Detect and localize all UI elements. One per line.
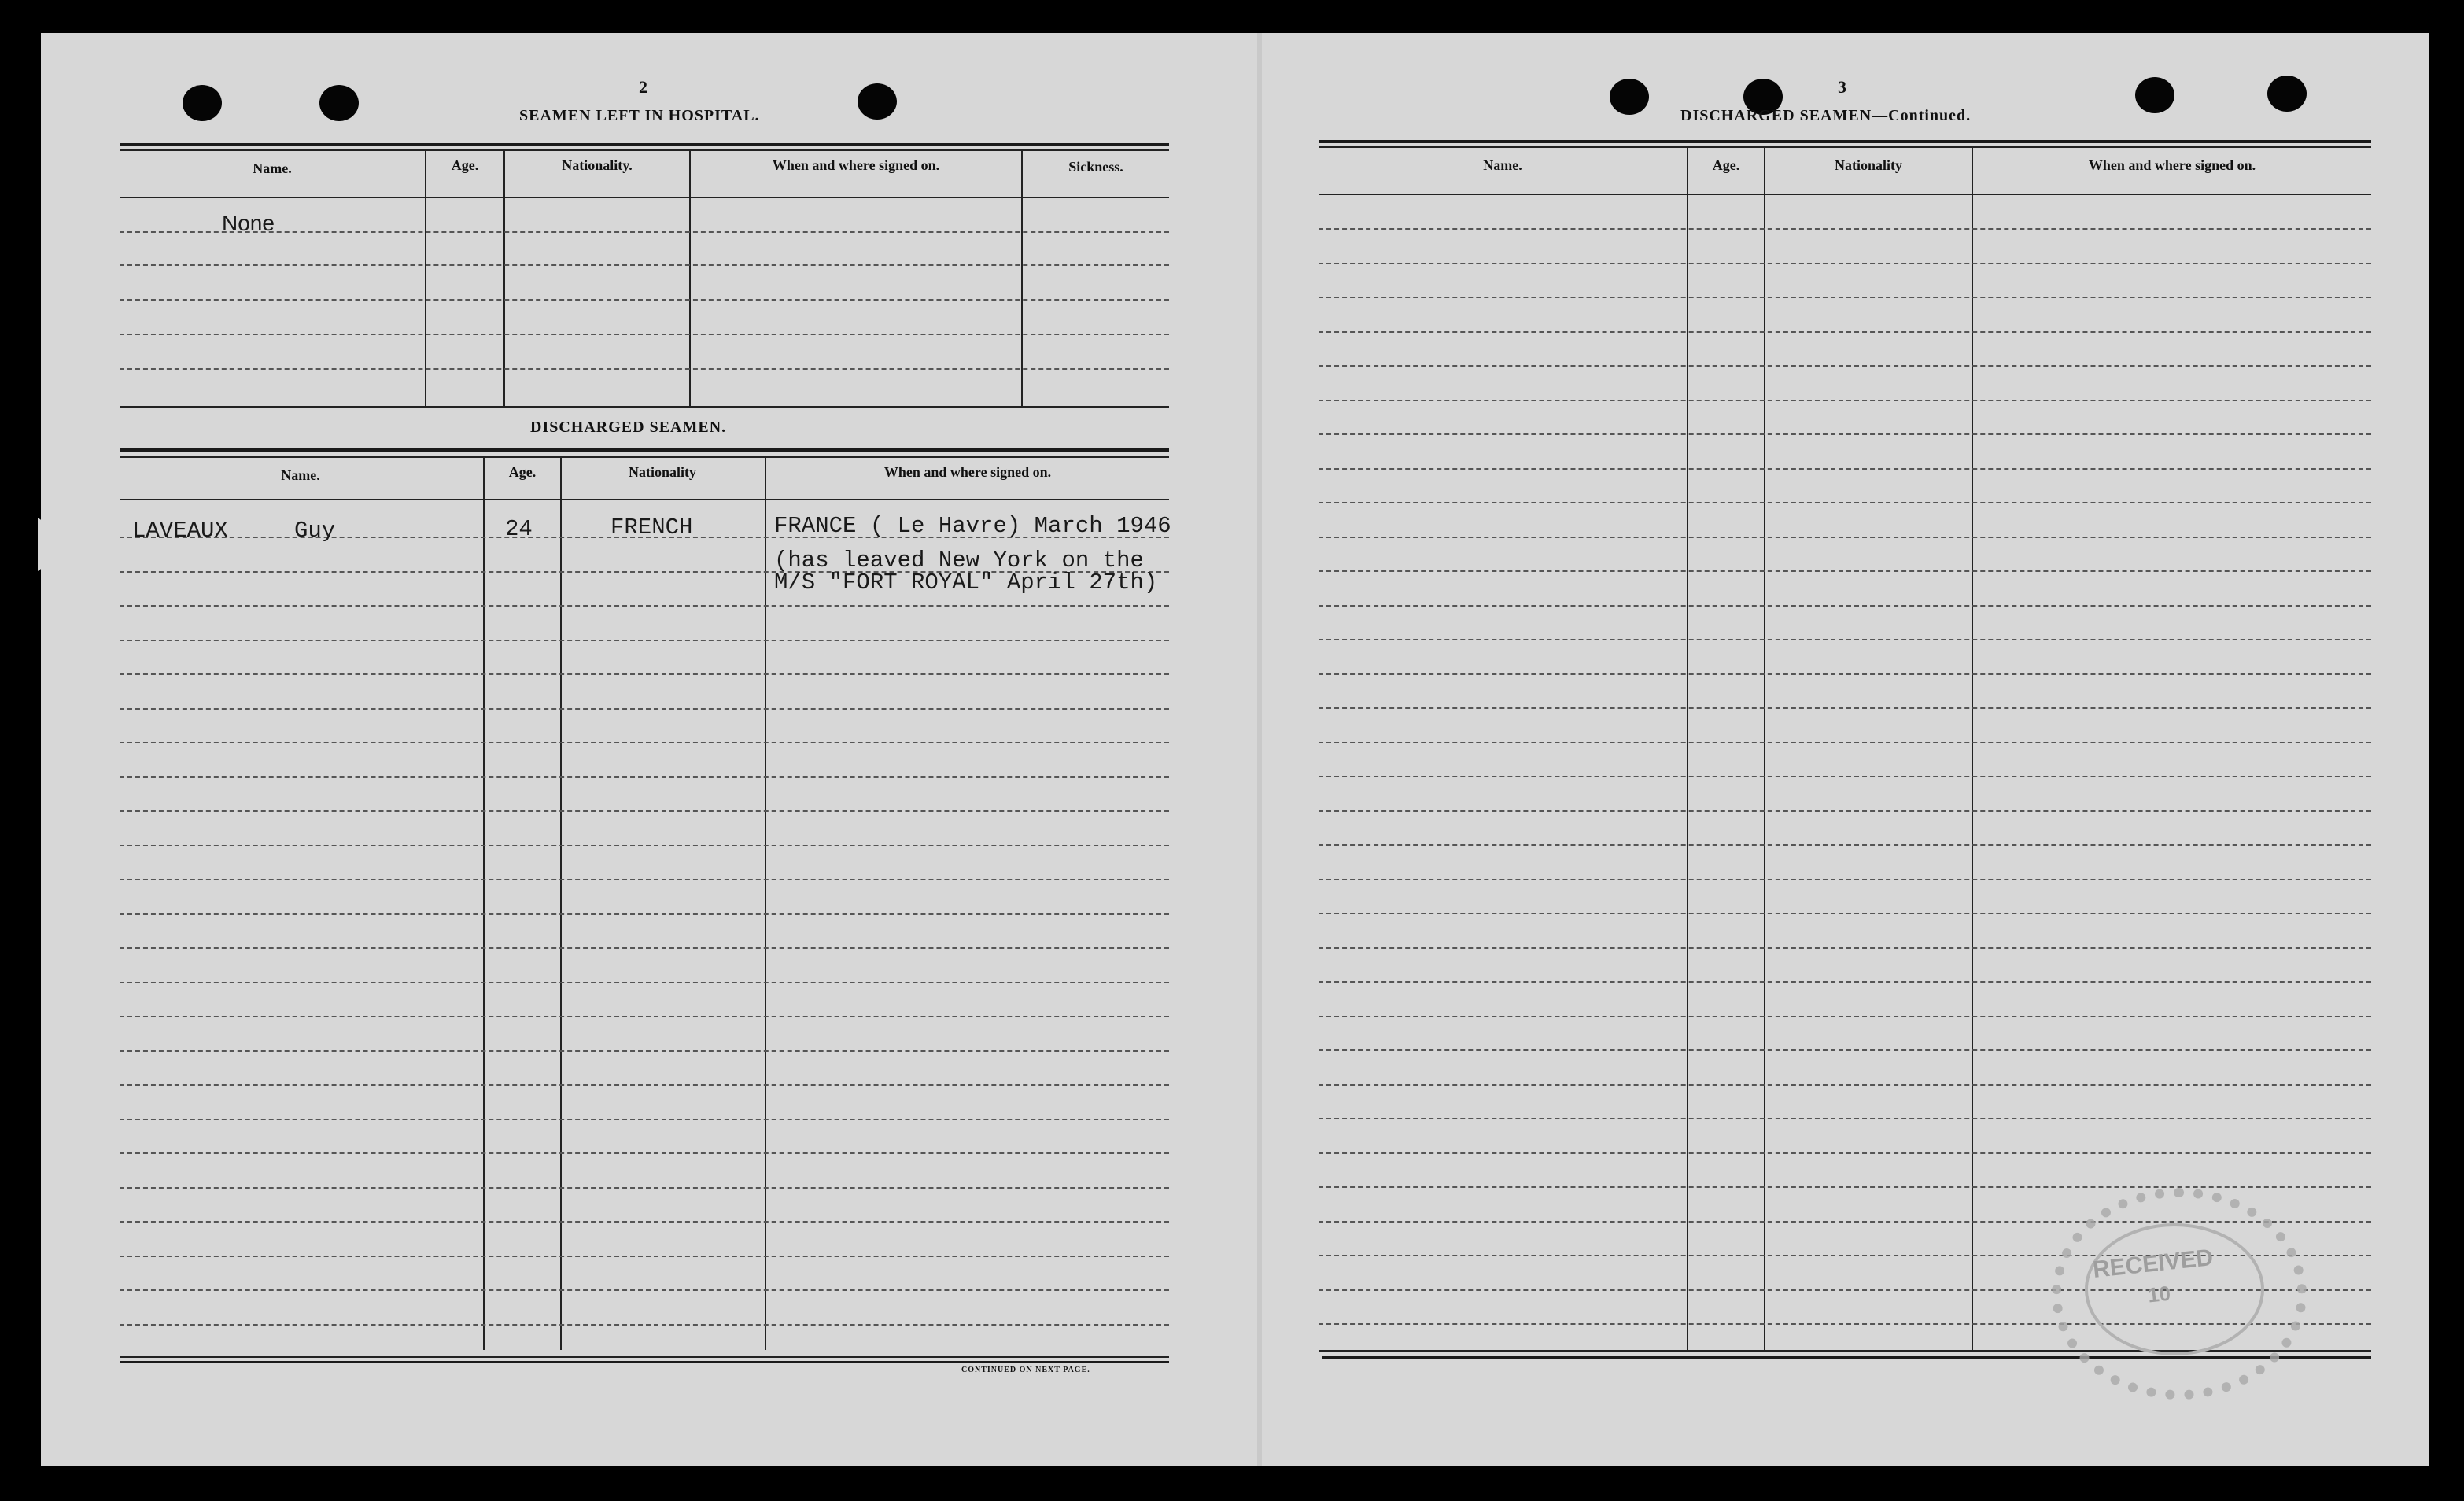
right-section-title: DISCHARGED SEAMEN—Continued. (1680, 107, 1972, 124)
column-divider (1764, 146, 1765, 1350)
punch-hole (2135, 77, 2174, 113)
ruled-line (120, 1221, 1169, 1223)
right-header-signed-on: When and where signed on. (2088, 157, 2256, 173)
paper-tab (38, 518, 76, 571)
ruled-line (1319, 981, 2371, 983)
ruled-line (1319, 879, 2371, 880)
rule (120, 456, 1169, 458)
punch-hole (858, 83, 897, 120)
ruled-line (1319, 1186, 2371, 1188)
rule (120, 1361, 1169, 1363)
ruled-line (120, 640, 1169, 641)
ruled-line (120, 845, 1169, 846)
hospital-header-nationality: Nationality. (562, 157, 633, 173)
ruled-line (1319, 639, 2371, 640)
rule (1319, 194, 2371, 195)
hospital-header-name: Name. (253, 160, 292, 176)
continued-footer: CONTINUED ON NEXT PAGE. (961, 1366, 1090, 1374)
hospital-header-age: Age. (451, 157, 479, 173)
ruled-line (120, 1289, 1169, 1291)
ruled-line (1319, 331, 2371, 333)
ruled-line (120, 879, 1169, 880)
ruled-line (120, 1050, 1169, 1052)
ruled-line (1319, 810, 2371, 812)
entry-surname: LAVEAUX (132, 518, 228, 544)
rule (120, 499, 1169, 500)
column-divider (1972, 146, 1973, 1350)
entry-nationality: FRENCH (610, 514, 693, 540)
rule (120, 197, 1169, 198)
ruled-line (120, 231, 1169, 233)
stamp-number: 10 (2146, 1281, 2172, 1307)
punch-hole (1610, 79, 1649, 115)
ruled-line (1319, 1084, 2371, 1086)
ruled-line (120, 742, 1169, 743)
ruled-line (120, 913, 1169, 915)
ruled-line (1319, 605, 2371, 607)
rule (120, 406, 1169, 408)
ruled-line (120, 776, 1169, 778)
discharged-header-name: Name. (281, 467, 320, 483)
ruled-line (120, 1084, 1169, 1086)
ruled-line (1319, 365, 2371, 367)
ruled-line (120, 299, 1169, 301)
ruled-line (120, 368, 1169, 370)
page-number: 3 (1838, 77, 1846, 97)
ruled-line (120, 1256, 1169, 1257)
punch-hole (319, 85, 359, 121)
hospital-header-sickness: Sickness. (1068, 159, 1123, 175)
ruled-line (1319, 707, 2371, 709)
entry-signed-on-line-2: (has leaved New York on the (774, 548, 1144, 573)
ruled-line (1319, 570, 2371, 572)
ruled-line (1319, 673, 2371, 675)
ruled-line (1319, 913, 2371, 914)
column-divider (560, 456, 562, 1350)
ruled-line (120, 1152, 1169, 1154)
ruled-line (1319, 1016, 2371, 1017)
discharged-section-title: DISCHARGED SEAMEN. (530, 419, 727, 436)
ruled-line (120, 264, 1169, 266)
rule (120, 149, 1169, 151)
ruled-line (120, 1016, 1169, 1017)
rule (1319, 146, 2371, 148)
hospital-entry-none: None (222, 211, 275, 235)
ruled-line (1319, 1118, 2371, 1119)
ruled-line (1319, 502, 2371, 503)
ruled-line (1319, 228, 2371, 230)
ruled-line (1319, 400, 2371, 401)
punch-hole (2267, 76, 2307, 112)
right-header-name: Name. (1483, 157, 1522, 173)
ruled-line (120, 708, 1169, 710)
ruled-line (1319, 297, 2371, 298)
stamp-word: RECEIVED (2091, 1245, 2215, 1283)
ruled-line (120, 810, 1169, 812)
column-divider (1687, 146, 1688, 1350)
ruled-line (120, 1119, 1169, 1120)
page-number: 2 (639, 77, 647, 97)
discharged-header-age: Age. (508, 464, 537, 480)
entry-age: 24 (505, 516, 533, 542)
right-header-age: Age. (1712, 157, 1740, 173)
page-fold (1257, 33, 1262, 1466)
discharged-header-signed-on: When and where signed on. (883, 464, 1052, 480)
discharged-header-nationality: Nationality (628, 464, 696, 480)
column-divider (765, 456, 766, 1350)
ruled-line (120, 334, 1169, 335)
ruled-line (1319, 537, 2371, 538)
rule (1319, 140, 2371, 143)
ruled-line (1319, 776, 2371, 777)
ruled-line (1319, 742, 2371, 743)
entry-signed-on-line-1: FRANCE ( Le Havre) March 1946 (774, 513, 1171, 539)
punch-hole (183, 85, 222, 121)
ruled-line (1319, 1152, 2371, 1154)
hospital-section-title: SEAMEN LEFT IN HOSPITAL. (519, 107, 760, 124)
ruled-line (120, 982, 1169, 983)
entry-signed-on-line-3: M/S "FORT ROYAL" April 27th) (774, 570, 1158, 596)
rule (120, 1356, 1169, 1358)
hospital-header-signed-on: When and where signed on. (772, 157, 940, 173)
ruled-line (120, 947, 1169, 949)
ruled-line (1319, 263, 2371, 264)
ruled-line (120, 1324, 1169, 1326)
right-header-nationality: Nationality (1834, 157, 1902, 173)
ruled-line (1319, 947, 2371, 949)
ruled-line (1319, 1049, 2371, 1051)
ruled-line (1319, 433, 2371, 435)
ruled-line (1319, 844, 2371, 846)
entry-given-name: Guy (294, 518, 336, 544)
ruled-line (120, 1187, 1169, 1189)
column-divider (483, 456, 485, 1350)
ruled-line (120, 605, 1169, 607)
ruled-line (120, 673, 1169, 675)
rule (120, 448, 1169, 452)
ruled-line (1319, 468, 2371, 470)
received-stamp-inner (2085, 1223, 2264, 1355)
rule (120, 143, 1169, 146)
